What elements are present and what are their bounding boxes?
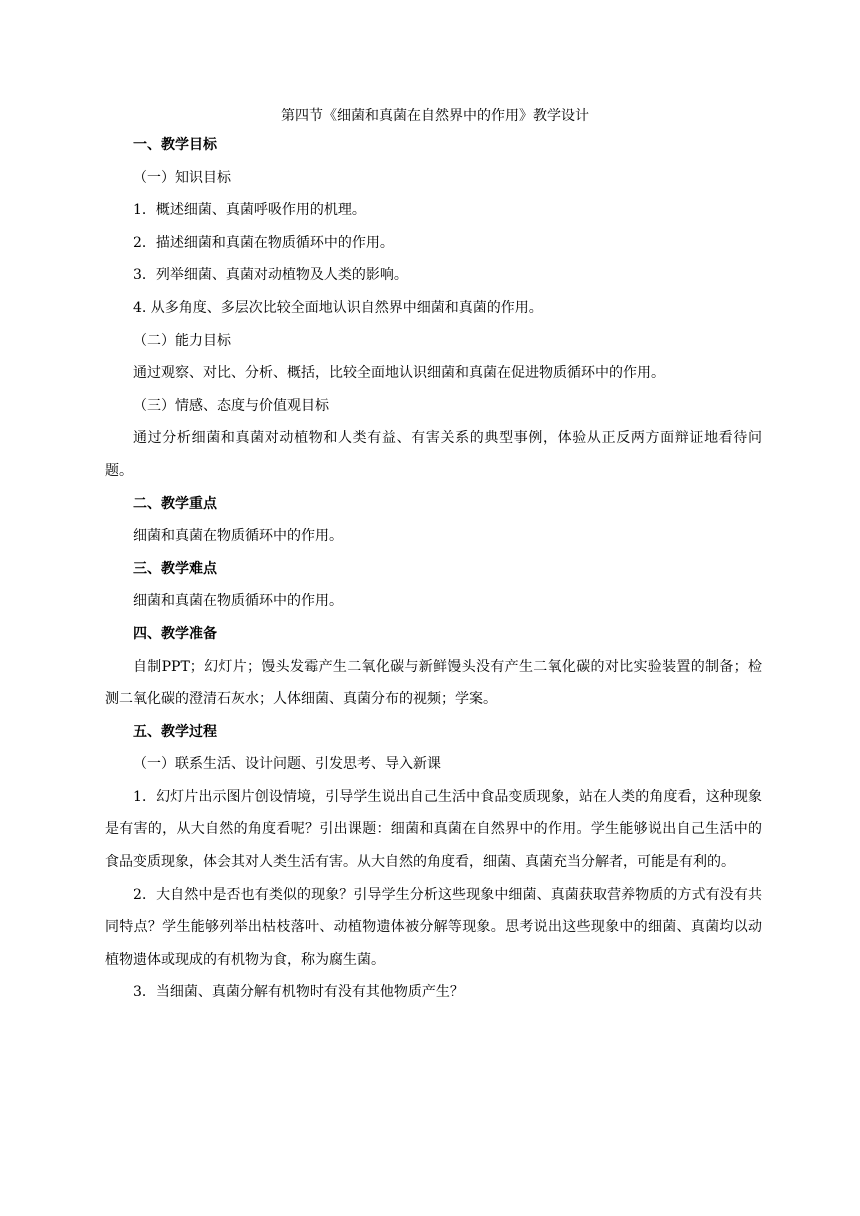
section-heading-key-points: 二、教学重点 [133,495,217,512]
subheading-knowledge-goals: （一）知识目标 [133,169,231,186]
subheading-attitude-goals: （三）情感、态度与价值观目标 [133,397,329,414]
section-heading-process: 五、教学过程 [133,723,217,740]
section-heading-difficulties: 三、教学难点 [133,560,217,577]
section-heading-objectives: 一、教学目标 [133,137,217,153]
paragraph: 3．当细菌、真菌分解有机物时有没有其他物质产生？ [133,984,464,1001]
paragraph: 细菌和真菌在物质循环中的作用。 [133,593,343,610]
paragraph: 4. 从多角度、多层次比较全面地认识自然界中细菌和真菌的作用。 [133,299,543,316]
paragraph: 2．描述细菌和真菌在物质循环中的作用。 [133,234,394,251]
document-title: 第四节《细菌和真菌在自然界中的作用》教学设计 [281,108,589,124]
subheading-ability-goals: （二）能力目标 [133,332,231,349]
document-body [105,129,762,1009]
section-heading-preparation: 四、教学准备 [133,625,217,642]
subheading-introduction: （一）联系生活、设计问题、引发思考、导入新课 [133,756,441,773]
paragraph: 自制PPT；幻灯片；馒头发霉产生二氧化碳与新鲜馒头没有产生二氧化碳的对比实验装置的制备；检测二氧化碳的澄清石灰水；人体细菌、真菌分布的视频；学案。 [105,658,762,708]
paragraph: 2．大自然中是否也有类似的现象？引导学生分析这些现象中细菌、真菌获取营养物质的方式有没有共同特点？学生能够列举出枯枝落叶、动植物遗体被分解等现象。思考说出这些现象中的细菌、真菌均以动植物遗体或现成的有机物为食，称为腐生菌。 [105,886,762,968]
paragraph: 3．列举细菌、真菌对动植物及人类的影响。 [133,267,408,284]
paragraph: 通过分析细菌和真菌对动植物和人类有益、有害关系的典型事例，体验从正反两方面辩证地看待问题。 [105,430,762,479]
paragraph: 细菌和真菌在物质循环中的作用。 [133,528,343,545]
paragraph: 1．幻灯片出示图片创设情境，引导学生说出自己生活中食品变质现象，站在人类的角度看，这种现象是有害的，从大自然的角度看呢？引出课题：细菌和真菌在自然界中的作用。学生能够说出自己生活中的食品变质现象，体会其对人类生活有害。从大自然的角度看，细菌、真菌充当分解者，可能是有利的。 [105,788,762,871]
paragraph: 1．概述细菌、真菌呼吸作用的机理。 [133,202,366,219]
paragraph: 通过观察、对比、分析、概括，比较全面地认识细菌和真菌在促进物质循环中的作用。 [133,365,665,382]
